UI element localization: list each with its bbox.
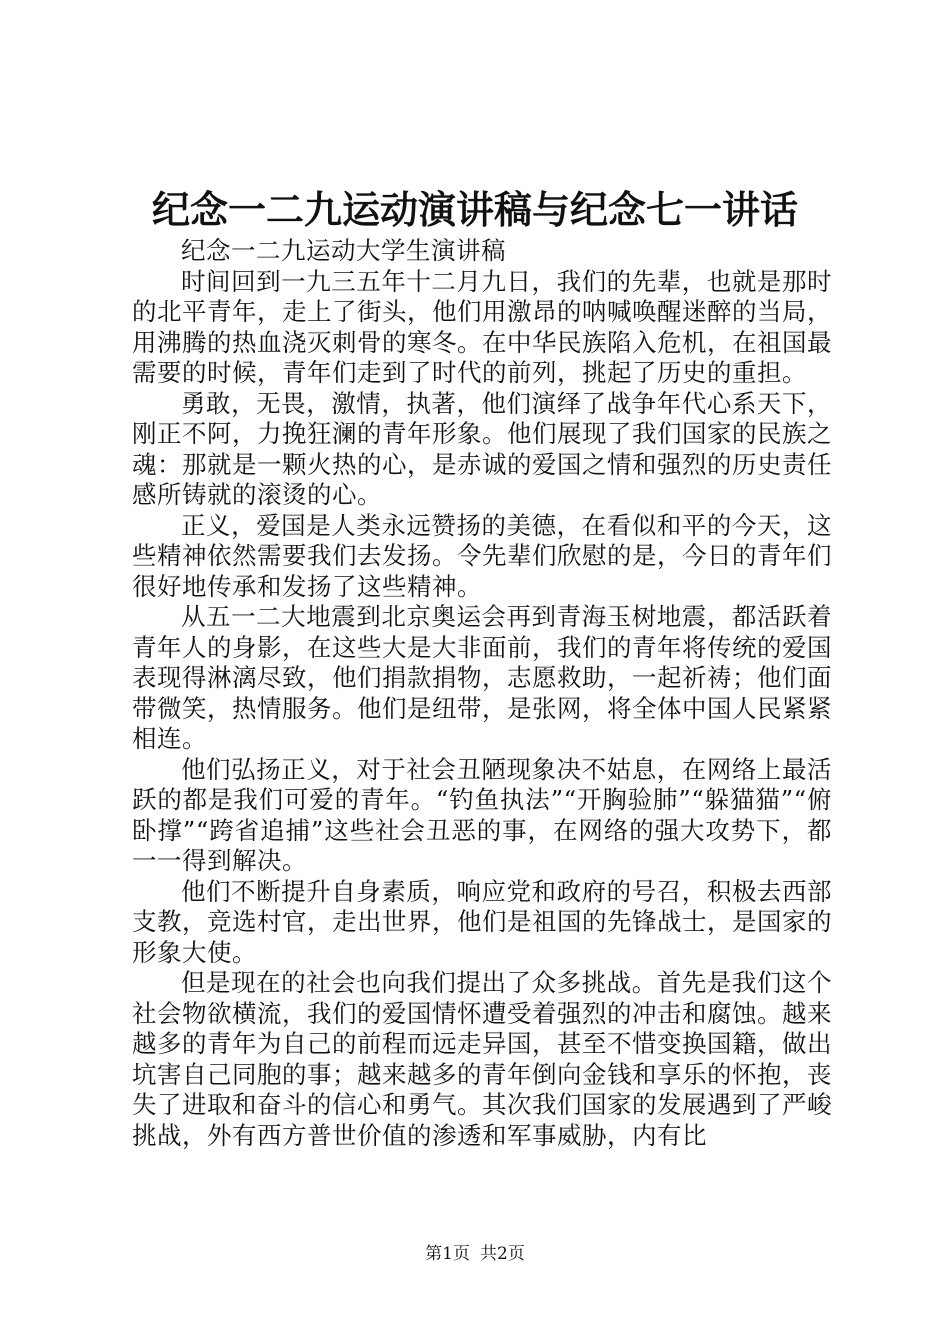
body-paragraph: 但是现在的社会也向我们提出了众多挑战。首先是我们这个社会物欲横流，我们的爱国情怀遭受着强烈的冲击和腐蚀。越来越多的青年为自己的前程而远走异国，甚至不惜变换国籍，做出坑害自己同胞的事；越来越多的青年倒向金钱和享乐的怀抱，丧失了进取和奋斗的信心和勇气。其次我们国家的发展遇到了严峻挑战，外有西方普世价值的渗透和军事威胁，内有比 — [132, 968, 832, 1150]
body-paragraph: 他们不断提升自身素质，响应党和政府的号召，积极去西部支教，竞选村官，走出世界，他们是祖国的先锋战士，是国家的形象大使。 — [132, 876, 832, 967]
page-number-current: 第1页 — [425, 1244, 470, 1264]
body-paragraph: 从五一二大地震到北京奥运会再到青海玉树地震，都活跃着青年人的身影，在这些大是大非面前，我们的青年将传统的爱国表现得淋漓尽致，他们捐款捐物，志愿救助，一起祈祷；他们面带微笑，热情服务。他们是纽带，是张网，将全体中国人民紧紧相连。 — [132, 602, 832, 753]
body-paragraph: 他们弘扬正义，对于社会丑陋现象决不姑息，在网络上最活跃的都是我们可爱的青年。“钓鱼执法”“开胸验肺”“躲猫猫”“俯卧撑”“跨省追捕”这些社会丑恶的事，在网络的强大攻势下，都一一得到解决。 — [132, 754, 832, 875]
body-paragraph: 勇敢，无畏，激情，执著，他们演绎了战争年代心系天下，刚正不阿，力挽狂澜的青年形象。他们展现了我们国家的民族之魂：那就是一颗火热的心，是赤诚的爱国之情和强烈的历史责任感所铸就的滚烫的心。 — [132, 388, 832, 509]
page-footer — [0, 1243, 950, 1265]
body-paragraph: 正义，爱国是人类永远赞扬的美德，在看似和平的今天，这些精神依然需要我们去发扬。令先辈们欣慰的是，今日的青年们很好地传承和发扬了这些精神。 — [132, 510, 832, 601]
body-paragraph: 时间回到一九三五年十二月九日，我们的先辈，也就是那时的北平青年，走上了街头，他们用激昂的呐喊唤醒迷醉的当局，用沸腾的热血浇灭刺骨的寒冬。在中华民族陷入危机，在祖国最需要的时候，青年们走到了时代的前列，挑起了历史的重担。 — [132, 266, 832, 387]
document-title: 纪念一二九运动演讲稿与纪念七一讲话 — [151, 188, 798, 232]
page-number-total: 共2页 — [480, 1244, 525, 1264]
document-body — [132, 236, 832, 1151]
subtitle-paragraph: 纪念一二九运动大学生演讲稿 — [181, 236, 506, 265]
